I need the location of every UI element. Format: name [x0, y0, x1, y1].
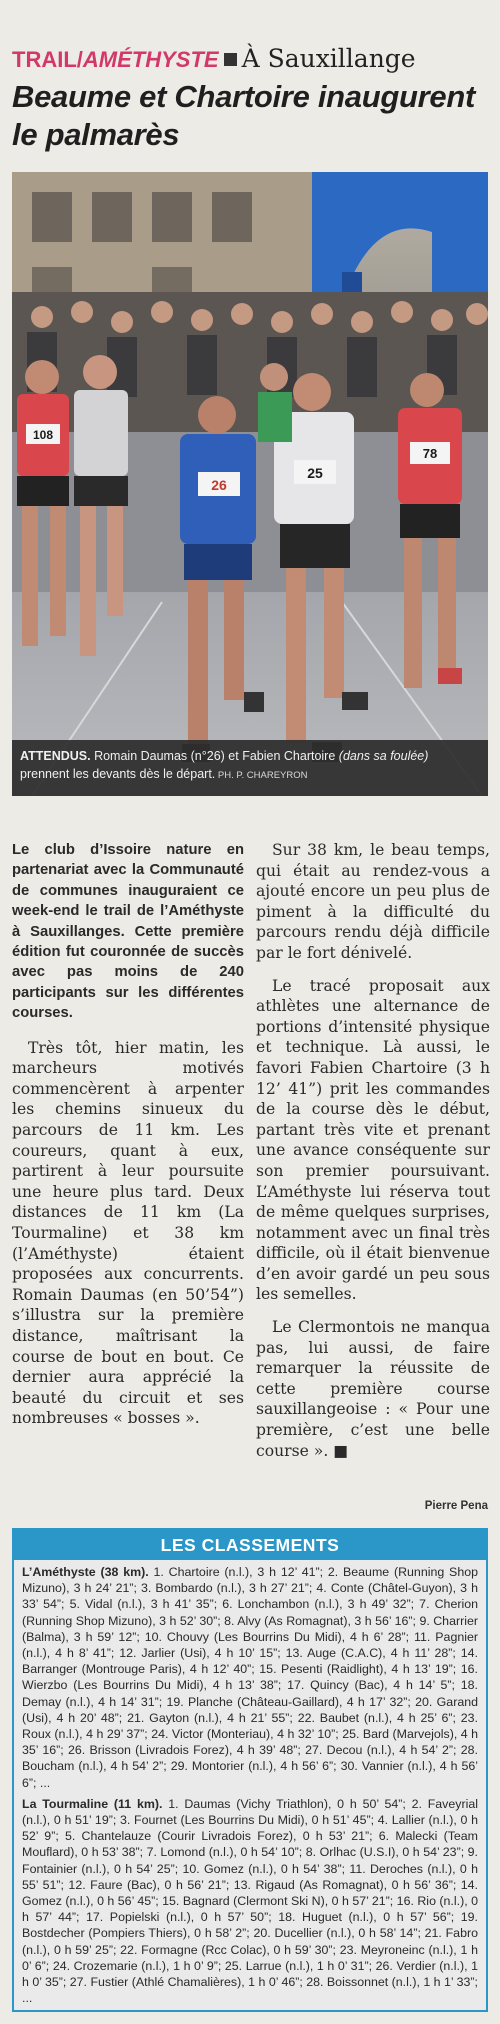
article-paragraph-1: Très tôt, hier matin, les marcheurs motivés commencèrent à arpenter les chemins sinueux du parcours de 11 km. Les coureurs, quant à eux, partirent à leur poursuite une heure plus tard. Deux distances de 11 km (La Tourmaline) et 38 km (l’Améthyste) étaient proposées aux concurrents. Romain Daumas (en 50’54”) s’illustra sur la première distance, maîtrisant la course de bout en bout. Ce dernier aura apprécié la beauté du circuit et ses nombreuses « bosses ». — [12, 1038, 244, 1428]
photo-caption — [12, 740, 488, 796]
author-signature: Pierre Pena — [424, 1500, 488, 1512]
results-title: LES CLASSEMENTS — [14, 1530, 486, 1560]
race-name: L’Améthyste (38 km). — [22, 1565, 149, 1579]
bib-number: 26 — [211, 477, 227, 493]
article-column-left — [12, 840, 244, 1441]
caption-text-end: prennent les devants dès le départ. — [20, 767, 216, 781]
article-photo — [12, 172, 488, 796]
article-paragraph-3: Le tracé proposait aux athlètes une alternance de portions d’intensité physique et technique. Là aussi, le favori Fabien Chartoire (3 h 12’ 41”) prit les commandes de la course dès le début, partant très vite et prenant une avance conséquente sur son premier poursuivant. L’Améthyste lui réserva tout de même quelques surprises, notamment avec un final très difficile, où il était bienvenue d’en avoir gardé un peu sous les semelles. — [256, 976, 490, 1304]
bib-number: 108 — [32, 428, 54, 442]
rubric-trail: TRAIL/ — [12, 47, 83, 72]
article-paragraph-4: Le Clermontois ne manqua pas, lui aussi, de faire remarquer la réussite de cette première course sauxillangeoise : « Pour une première, c’est une belle course ». ■ — [256, 1318, 490, 1460]
article-column-right — [256, 840, 490, 1473]
article-paragraph-2: Sur 38 km, le beau temps, qui était au rendez-vous a ajouté encore un peu plus de piment à la difficulté du parcours rendu déjà difficile par le fort dénivelé. — [256, 841, 490, 962]
rubric-event: AMÉTHYSTE — [82, 47, 219, 72]
bib-number: 25 — [307, 465, 323, 481]
race-name: La Tourmaline (11 km). — [22, 1796, 163, 1811]
results-race-1 — [22, 1564, 478, 1791]
article-lead: Le club d’Issoire nature en partenariat avec la Communauté de communes inauguraient ce week-end le trail de l’Améthyste à Sauxillanges. Cette première édition fut couronnée de succès avec pas moins de 240 participants sur les différentes courses. — [12, 842, 244, 1022]
caption-text: Romain Daumas (n°26) et Fabien Chartoire — [90, 749, 339, 763]
article-headline: Beaume et Chartoire inaugurent le palmarès — [12, 79, 475, 152]
square-separator-icon — [224, 53, 237, 66]
race-standings: 1. Daumas (Vichy Triathlon), 0 h 50’ 54”; 2. Faveyrial (n.l.), 0 h 51’ 19”; 3. Fournet (Les Bourrins Du Midi), 0 h 51’ 45”; 4. Lallier (n.l.), 0 h 52’ 9”; 5. Chantelauze (Courir Livradois Forez), 0 h 53’ 21”; 6. Malecki (Team Mouflard), 0 h 53’ 38”; 7. Lomond (n.l.), 0 h 54’ 10”; 8. Orlhac (U.S.I), 0 h 54’ 23”; 9. Fontainier (n.l.), 0 h 54’ 25”; 10. Gomez (n.l.), 0 h 54’ 38”; 11. Deroches (n.l.), 0 h 55’ 51”; 12. Faure (Bac), 0 h 56’ 21”; 13. Rigaud (As Romagnat), 0 h 56’ 36”; 14. Gomez (n.l.), 0 h 56’ 45”; 15. Bagnard (Clermont Ski N), 0 h 57’ 21”; 16. Rio (n.l.), 0 h 57’ 44”; 17. Popielski (n.l.), 0 h 57’ 50”; 18. Huguet (n.l.), 0 h 57’ 56”; 19. Bostdecher (Pompiers Thiers), 0 h 58’ 2”; 20. Ducellier (n.l.), 0 h 58’ 14”; 21. Fabro (n.l.), 0 h 59’ 25”; 22. Formagne (Rcc Colac), 0 h 59’ 30”; 23. Meyroneinc (n.l.), 1 h 0’ 6”; 24. Crozemarie (n.l.), 1 h 0’ 9”; 25. Larrue (n.l.), 1 h 0’ 31”; 26. Verdier (n.l.), 1 h 0’ 35”; 27. Fustier (Athlé Chamalières), 1 h 0’ 46”; 28. Boissonnet (n.l.), 1 h 1’ 33”; ... — [22, 1796, 478, 2006]
results-box — [12, 1528, 488, 2012]
results-body — [14, 1560, 486, 2006]
caption-lead: ATTENDUS. — [20, 749, 91, 763]
caption-italic: (dans sa foulée) — [338, 749, 429, 763]
rubric-place: À Sauxillange — [241, 44, 416, 73]
race-start-photo — [12, 172, 488, 796]
section-rubric — [12, 44, 416, 74]
results-race-2 — [22, 1796, 478, 2007]
race-standings: 1. Chartoire (n.l.), 3 h 12’ 41”; 2. Beaume (Running Shop Mizuno), 3 h 24’ 21”; 3. Bombardo (n.l.), 3 h 27’ 21”; 4. Conte (Châtel-Guyon), 3 h 33’ 54”; 5. Vidal (n.l.), 3 h 41’ 35”; 6. Lonchambon (n.l.), 3 h 49’ 32”; 7. Cherion (Running Shop Mizuno), 3 h 52’ 30”; 8. Alvy (As Romagnat), 3 h 56’ 16”; 9. Charrier (Balma), 3 h 59’ 12”; 10. Chouvy (Les Bourrins Du Midi), 4 h 6’ 28”; 11. Pagnier (n.l.), 4 h 8’ 41”; 12. Jarlier (Usi), 4 h 10’ 15”; 13. Auge (C.A.C), 4 h 11’ 28”; 14. Barranger (Montrouge Paris), 4 h 12’ 40”; 15. Pesenti (Raidlight), 4 h 13’ 19”; 16. Wierzbo (Les Bourrins Du Midi), 4 h 13’ 38”; 17. Quincy (Bac), 4 h 14’ 5”; 18. Demay (n.l.), 4 h 14’ 31”; 19. Planche (Château-Gaillard), 4 h 17’ 32”; 20. Garand (Usi), 4 h 20’ 48”; 21. Gayton (n.l.), 4 h 21’ 55”; 22. Baubet (n.l.), 4 h 25’ 6”; 23. Roux (n.l.), 4 h 29’ 37”; 24. Victor (Monteriau), 4 h 32’ 10”; 25. Bard (Marvejols), 4 h 35’ 16”; 26. Brisson (Livradois Forez), 4 h 39’ 48”; 27. Decou (n.l.), 4 h 54’ 2”; 28. Boucham (n.l.), 4 h 54’ 2”; 29. Montorier (n.l.), 4 h 56’ 6”; 30. Vannier (n.l.), 4 h 56’ 6”; ... — [22, 1565, 478, 1790]
bib-number: 78 — [422, 446, 438, 461]
photo-credit: PH. P. CHAREYRON — [215, 770, 308, 781]
